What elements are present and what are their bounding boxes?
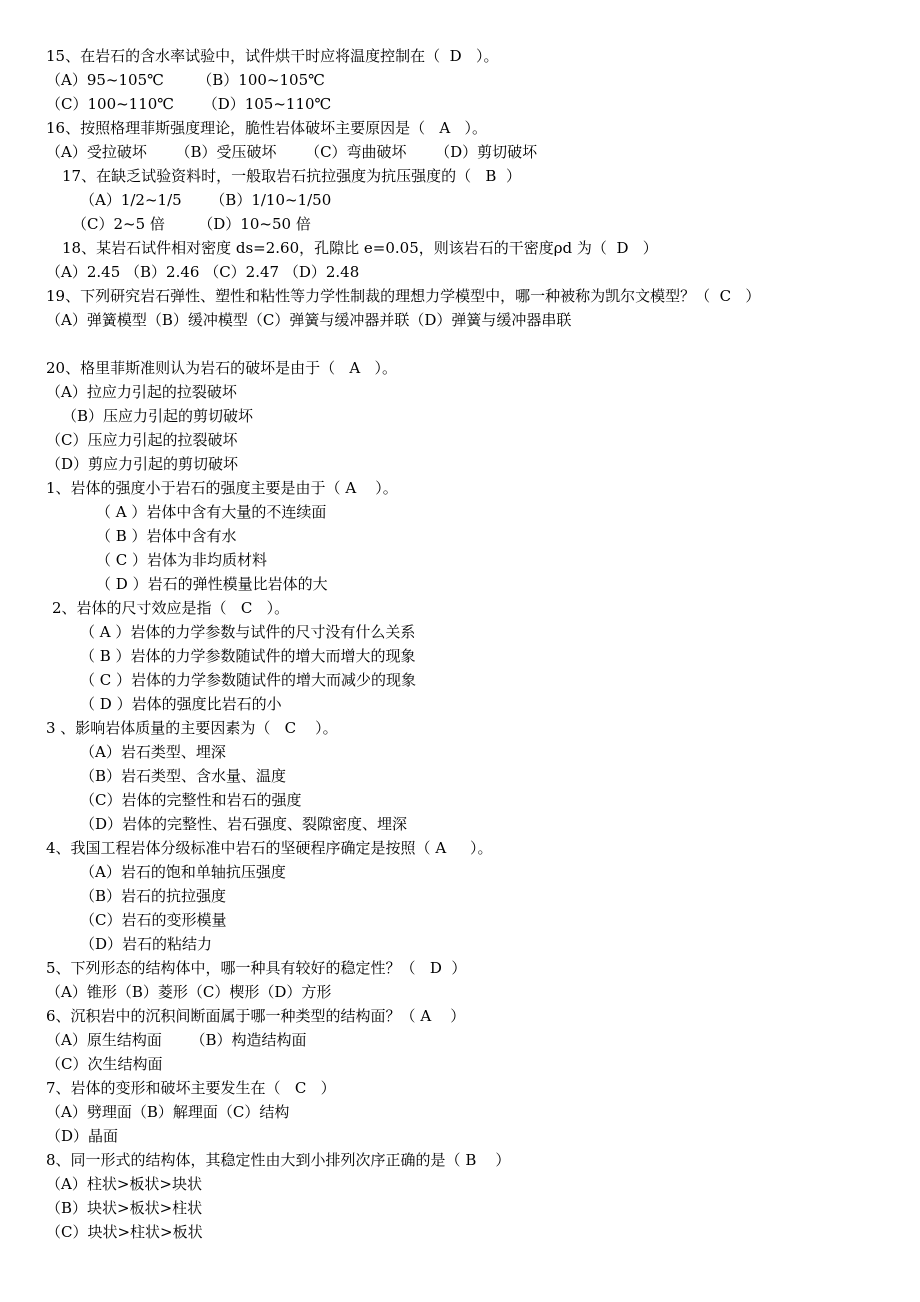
rockmass-question-3-option-d: （D）岩体的完整性、岩石强度、裂隙密度、埋深: [80, 815, 408, 833]
rockmass-question-1-option-d: （ D ）岩石的弹性模量比岩体的大: [96, 575, 328, 593]
rockmass-question-3-option-c: （C）岩体的完整性和岩石的强度: [80, 791, 302, 809]
rockmass-question-1-option-b: （ B ）岩体中含有水: [96, 527, 237, 545]
rockmass-question-4-option-a: （A）岩石的饱和单轴抗压强度: [80, 863, 286, 881]
rockmass-question-8-option-a: （A）柱状>板状>块状: [46, 1175, 202, 1193]
question-15-options-cd: （C）100~110℃ （D）105~110℃: [46, 95, 332, 113]
rockmass-question-7-options-abc: （A）劈理面（B）解理面（C）结构: [46, 1103, 290, 1121]
rockmass-question-2-option-d: （ D ）岩体的强度比岩石的小: [80, 695, 282, 713]
rockmass-question-6-option-c: （C）次生结构面: [46, 1055, 163, 1073]
rockmass-question-2-option-c: （ C ）岩体的力学参数随试件的增大而减少的现象: [80, 671, 417, 689]
question-18-stem: 18、某岩石试件相对密度 ds=2.60，孔隙比 e=0.05，则该岩石的干密度ρd 为（ D ）: [62, 239, 658, 257]
question-16-stem: 16、按照格理菲斯强度理论，脆性岩体破坏主要原因是（ A ）。: [46, 119, 488, 137]
question-18-options: （A）2.45 （B）2.46 （C）2.47 （D）2.48: [46, 263, 360, 281]
rockmass-question-7-option-d: （D）晶面: [46, 1127, 119, 1145]
question-19-stem: 19、下列研究岩石弹性、塑性和粘性等力学性制裁的理想力学模型中，哪一种被称为凯尔文模型？（ C ）: [46, 287, 761, 305]
rockmass-question-3-option-a: （A）岩石类型、埋深: [80, 743, 226, 761]
question-20-option-b: （B）压应力引起的剪切破坏: [62, 407, 254, 425]
rockmass-question-8-option-b: （B）块状>板状>柱状: [46, 1199, 203, 1217]
rockmass-question-4-option-d: （D）岩石的粘结力: [80, 935, 213, 953]
question-20-option-c: （C）压应力引起的拉裂破坏: [46, 431, 238, 449]
question-17-stem: 17、在缺乏试验资料时，一般取岩石抗拉强度为抗压强度的（ B ）: [62, 167, 521, 185]
question-17-options-cd: （C）2~5 倍 （D）10~50 倍: [72, 215, 311, 233]
question-20-option-a: （A）拉应力引起的拉裂破坏: [46, 383, 237, 401]
rockmass-question-4-stem: 4、我国工程岩体分级标准中岩石的坚硬程序确定是按照（ A ）。: [46, 839, 493, 857]
rockmass-question-3-option-b: （B）岩石类型、含水量、温度: [80, 767, 287, 785]
question-16-options: （A）受拉破坏 （B）受压破坏 （C）弯曲破坏 （D）剪切破坏: [46, 143, 538, 161]
rockmass-question-3-stem: 3 、影响岩体质量的主要因素为（ C ）。: [46, 719, 338, 737]
question-19-options: （A）弹簧模型（B）缓冲模型（C）弹簧与缓冲器并联（D）弹簧与缓冲器串联: [46, 311, 572, 329]
question-20-option-d: （D）剪应力引起的剪切破坏: [46, 455, 239, 473]
rockmass-question-4-option-c: （C）岩石的变形模量: [80, 911, 227, 929]
rockmass-question-7-stem: 7、岩体的变形和破坏主要发生在（ C ）: [46, 1079, 336, 1097]
rockmass-question-8-stem: 8、同一形式的结构体，其稳定性由大到小排列次序正确的是（ B ）: [46, 1151, 511, 1169]
question-20-stem: 20、格里菲斯准则认为岩石的破坏是由于（ A ）。: [46, 359, 398, 377]
question-15-stem: 15、在岩石的含水率试验中，试件烘干时应将温度控制在（ D ）。: [46, 47, 499, 65]
rockmass-question-1-stem: 1、岩体的强度小于岩石的强度主要是由于（ A ）。: [46, 479, 398, 497]
rockmass-question-8-option-c: （C）块状>柱状>板状: [46, 1223, 203, 1241]
rockmass-question-1-option-c: （ C ）岩体为非均质材料: [96, 551, 268, 569]
rockmass-question-6-options-ab: （A）原生结构面 （B）构造结构面: [46, 1031, 307, 1049]
rockmass-question-1-option-a: （ A ）岩体中含有大量的不连续面: [96, 503, 327, 521]
question-17-options-ab: （A）1/2~1/5 （B）1/10~1/50: [80, 191, 332, 209]
rockmass-question-6-stem: 6、沉积岩中的沉积间断面属于哪一种类型的结构面？（ A ）: [46, 1007, 466, 1025]
rockmass-question-5-stem: 5、下列形态的结构体中，哪一种具有较好的稳定性？（ D ）: [46, 959, 467, 977]
question-15-options-ab: （A）95~105℃ （B）100~105℃: [46, 71, 325, 89]
rockmass-question-2-stem: 2、岩体的尺寸效应是指（ C ）。: [52, 599, 290, 617]
rockmass-question-4-option-b: （B）岩石的抗拉强度: [80, 887, 227, 905]
rockmass-question-2-option-b: （ B ）岩体的力学参数随试件的增大而增大的现象: [80, 647, 416, 665]
rockmass-question-2-option-a: （ A ）岩体的力学参数与试件的尺寸没有什么关系: [80, 623, 416, 641]
rockmass-question-5-options: （A）锥形（B）菱形（C）楔形（D）方形: [46, 983, 332, 1001]
